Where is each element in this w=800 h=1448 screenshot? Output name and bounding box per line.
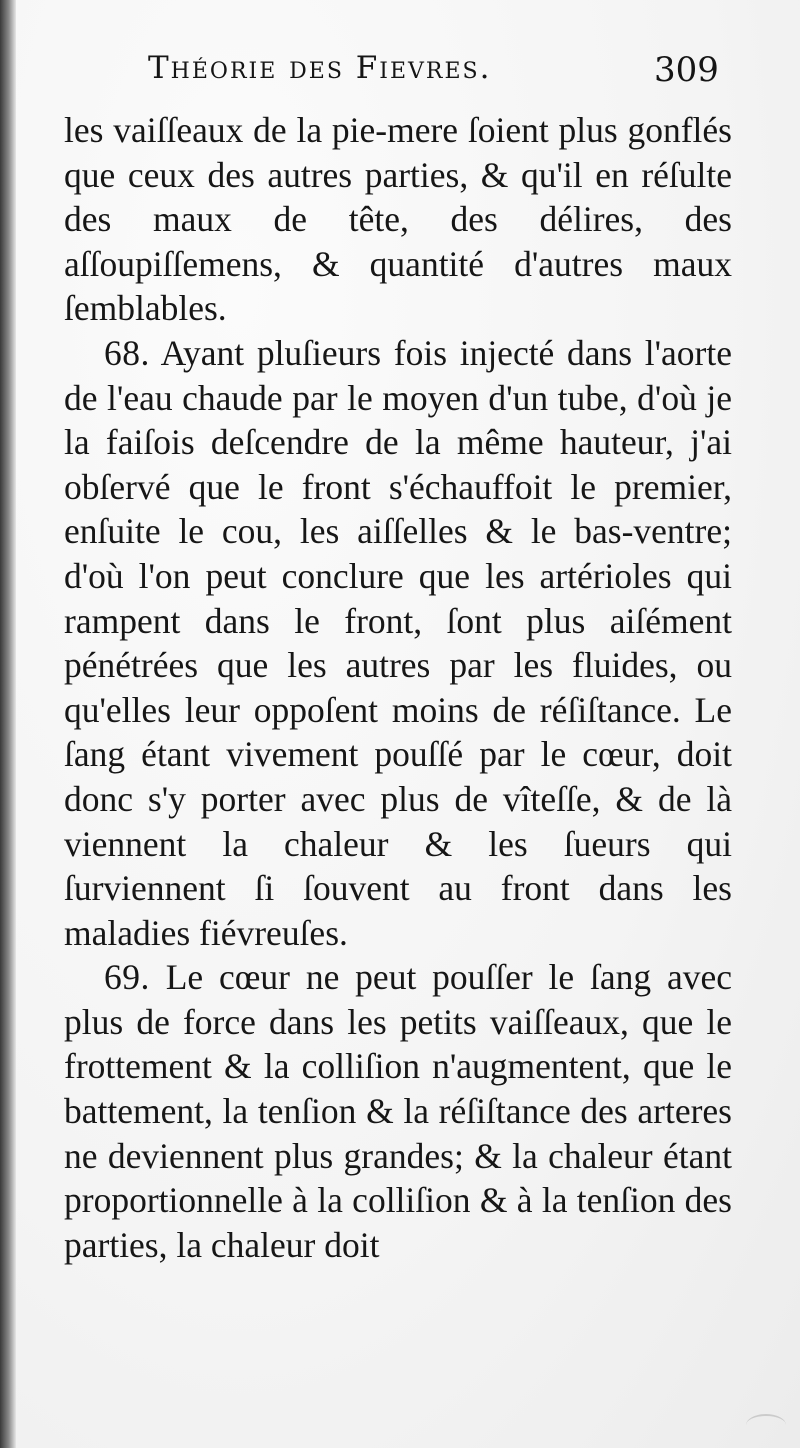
paragraph-text: les vaiſſeaux de la pie-mere ſoient plus gonflés que ceux des autres parties, & qu'il en réſulte des maux de tête, des délires, des aſſoupiſſemens, & quantité d'autres maux ſemblables. [64, 110, 732, 329]
paragraph-number: 68. [104, 332, 150, 373]
paragraph-68 [64, 331, 732, 955]
paragraph-continued [64, 108, 732, 331]
page-gutter-shadow [0, 0, 16, 1448]
page-header [0, 50, 800, 100]
paragraph-number: 69. [104, 957, 150, 998]
body-text [64, 108, 732, 1267]
paragraph-69 [64, 955, 732, 1267]
page-number: 309 [654, 50, 719, 90]
paragraph-text: Ayant pluſieurs fois injecté dans l'aorte de l'eau chaude par le moyen d'un tube, d'où je la faiſois deſcendre de la même hauteur, j'ai obſervé que le front s'échauffoit le premier, enſuite le cou, les aiſſelles & le bas-ventre; d'où l'on peut conclure que les artérioles qui rampent dans le front, ſont plus aiſément pénétrées que les autres par les fluides, ou qu'elles leur oppoſent moins de réſiſtance. Le ſang étant vivement pouſſé par le cœur, doit donc s'y porter avec plus de vîteſſe, & de là viennent la chaleur & les ſueurs qui ſurviennent ſi ſouvent au front dans les maladies fiévreuſes. [64, 332, 732, 953]
running-head: Théorie des Fievres. [148, 50, 492, 86]
paragraph-text: Le cœur ne peut pouſſer le ſang avec plus de force dans les petits vaiſſeaux, que le frottement & la colliſion n'augmentent, que le battement, la tenſion & la réſiſtance des arteres ne deviennent plus grandes; & la chaleur étant proportionnelle à la colliſion & à la tenſion des parties, la chaleur doit [64, 957, 733, 1265]
page-edge-mark [746, 1414, 786, 1436]
